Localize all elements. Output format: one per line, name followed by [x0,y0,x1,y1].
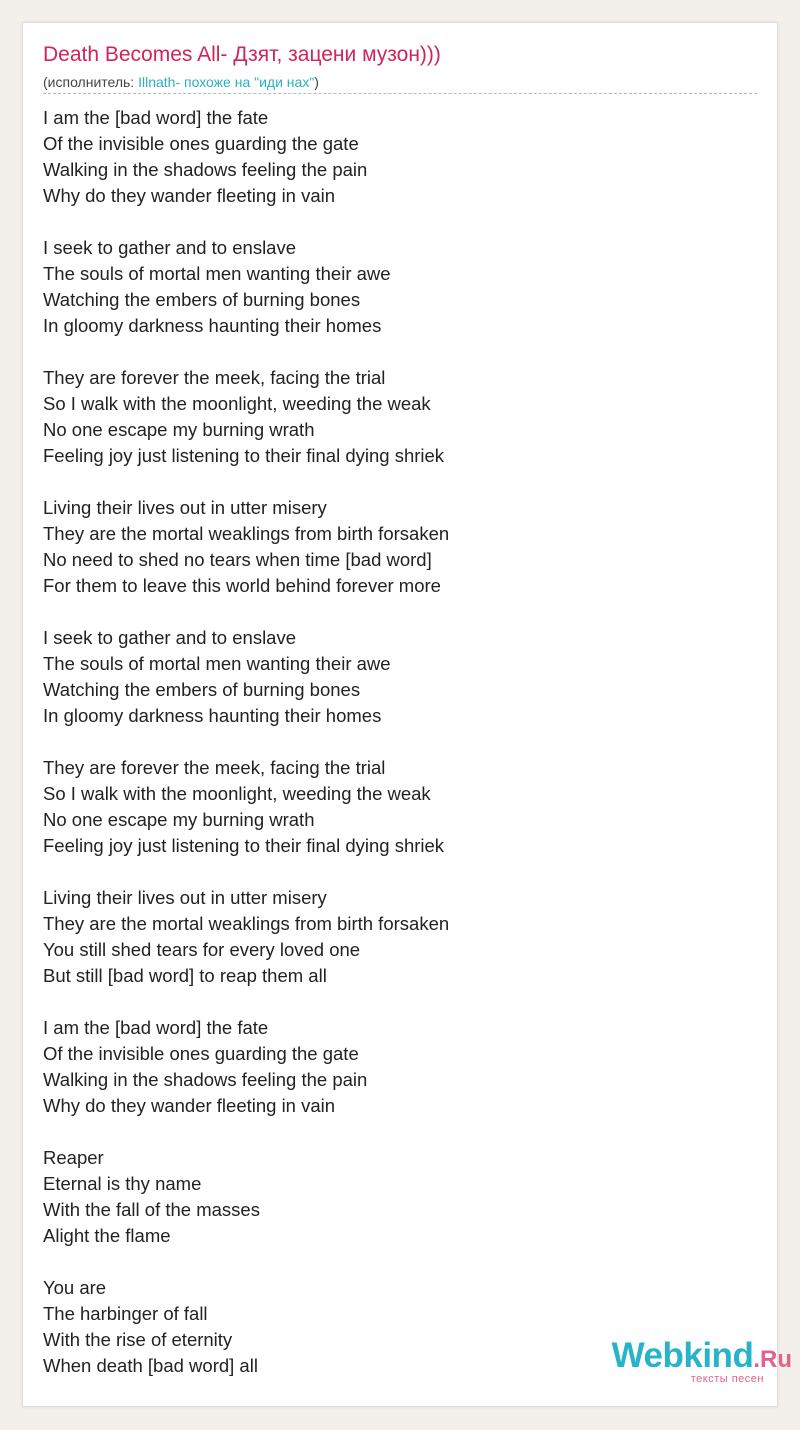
stanza-break [43,339,449,365]
stanza-break [43,599,449,625]
lyric-line: I am the [bad word] the fate [43,107,269,128]
lyric-line: No need to shed no tears when time [bad word] [43,549,432,570]
lyric-line: The souls of mortal men wanting their awe [43,653,391,674]
lyric-line: You are [43,1277,107,1298]
lyric-line: Of the invisible ones guarding the gate [43,133,359,154]
stanza-break [43,469,449,495]
lyric-line: In gloomy darkness haunting their homes [43,315,382,336]
lyric-line: They are forever the meek, facing the trial [43,757,386,778]
lyric-line: They are the mortal weaklings from birth forsaken [43,523,450,544]
lyric-line: Watching the embers of burning bones [43,679,361,700]
lyric-line: In gloomy darkness haunting their homes [43,705,382,726]
lyric-line: I seek to gather and to enslave [43,627,297,648]
artist-line [43,74,319,90]
lyric-line: With the rise of eternity [43,1329,233,1350]
lyric-line: But still [bad word] to reap them all [43,965,327,986]
lyric-line: Living their lives out in utter misery [43,497,327,518]
lyric-line: They are the mortal weaklings from birth forsaken [43,913,450,934]
lyrics-body [43,105,449,1379]
logo-tagline: тексты песен [690,1373,764,1385]
logo-main-text: Webkind [611,1336,754,1375]
lyric-line: Watching the embers of burning bones [43,289,361,310]
artist-link[interactable]: Illnath- похоже на "иди нах" [138,74,315,90]
lyric-line: Living their lives out in utter misery [43,887,327,908]
lyric-line: For them to leave this world behind forever more [43,575,441,596]
lyric-line: No one escape my burning wrath [43,809,315,830]
lyrics-card [22,22,778,1407]
lyric-line: Of the invisible ones guarding the gate [43,1043,359,1064]
lyric-line: Feeling joy just listening to their final dying shriek [43,445,445,466]
artist-suffix: ) [314,74,319,90]
lyric-line: Reaper [43,1147,104,1168]
lyric-line: Alight the flame [43,1225,171,1246]
divider [43,93,757,94]
stanza-break [43,1119,449,1145]
stanza-break [43,209,449,235]
lyric-line: I am the [bad word] the fate [43,1017,269,1038]
lyric-line: You still shed tears for every loved one [43,939,361,960]
lyric-line: So I walk with the moonlight, weeding the weak [43,783,431,804]
lyric-line: Why do they wander fleeting in vain [43,1095,336,1116]
lyric-line: Feeling joy just listening to their final dying shriek [43,835,445,856]
lyric-line: Why do they wander fleeting in vain [43,185,336,206]
lyric-line: No one escape my burning wrath [43,419,315,440]
lyric-line: With the fall of the masses [43,1199,260,1220]
lyric-line: The souls of mortal men wanting their awe [43,263,391,284]
lyric-line: Eternal is thy name [43,1173,202,1194]
lyric-line: When death [bad word] all [43,1355,258,1376]
artist-prefix: (исполнитель: [43,74,139,90]
lyric-line: So I walk with the moonlight, weeding the weak [43,393,431,414]
lyric-line: The harbinger of fall [43,1303,208,1324]
lyric-line: They are forever the meek, facing the trial [43,367,386,388]
stanza-break [43,1249,449,1275]
stanza-break [43,989,449,1015]
stanza-break [43,859,449,885]
lyric-line: I seek to gather and to enslave [43,237,297,258]
lyric-line: Walking in the shadows feeling the pain [43,159,368,180]
logo-ru-text: .Ru [753,1346,792,1373]
song-title: Death Becomes All- Дзят, зацени музон))) [43,43,441,66]
webkind-logo[interactable] [612,1338,792,1373]
lyric-line: Walking in the shadows feeling the pain [43,1069,368,1090]
stanza-break [43,729,449,755]
